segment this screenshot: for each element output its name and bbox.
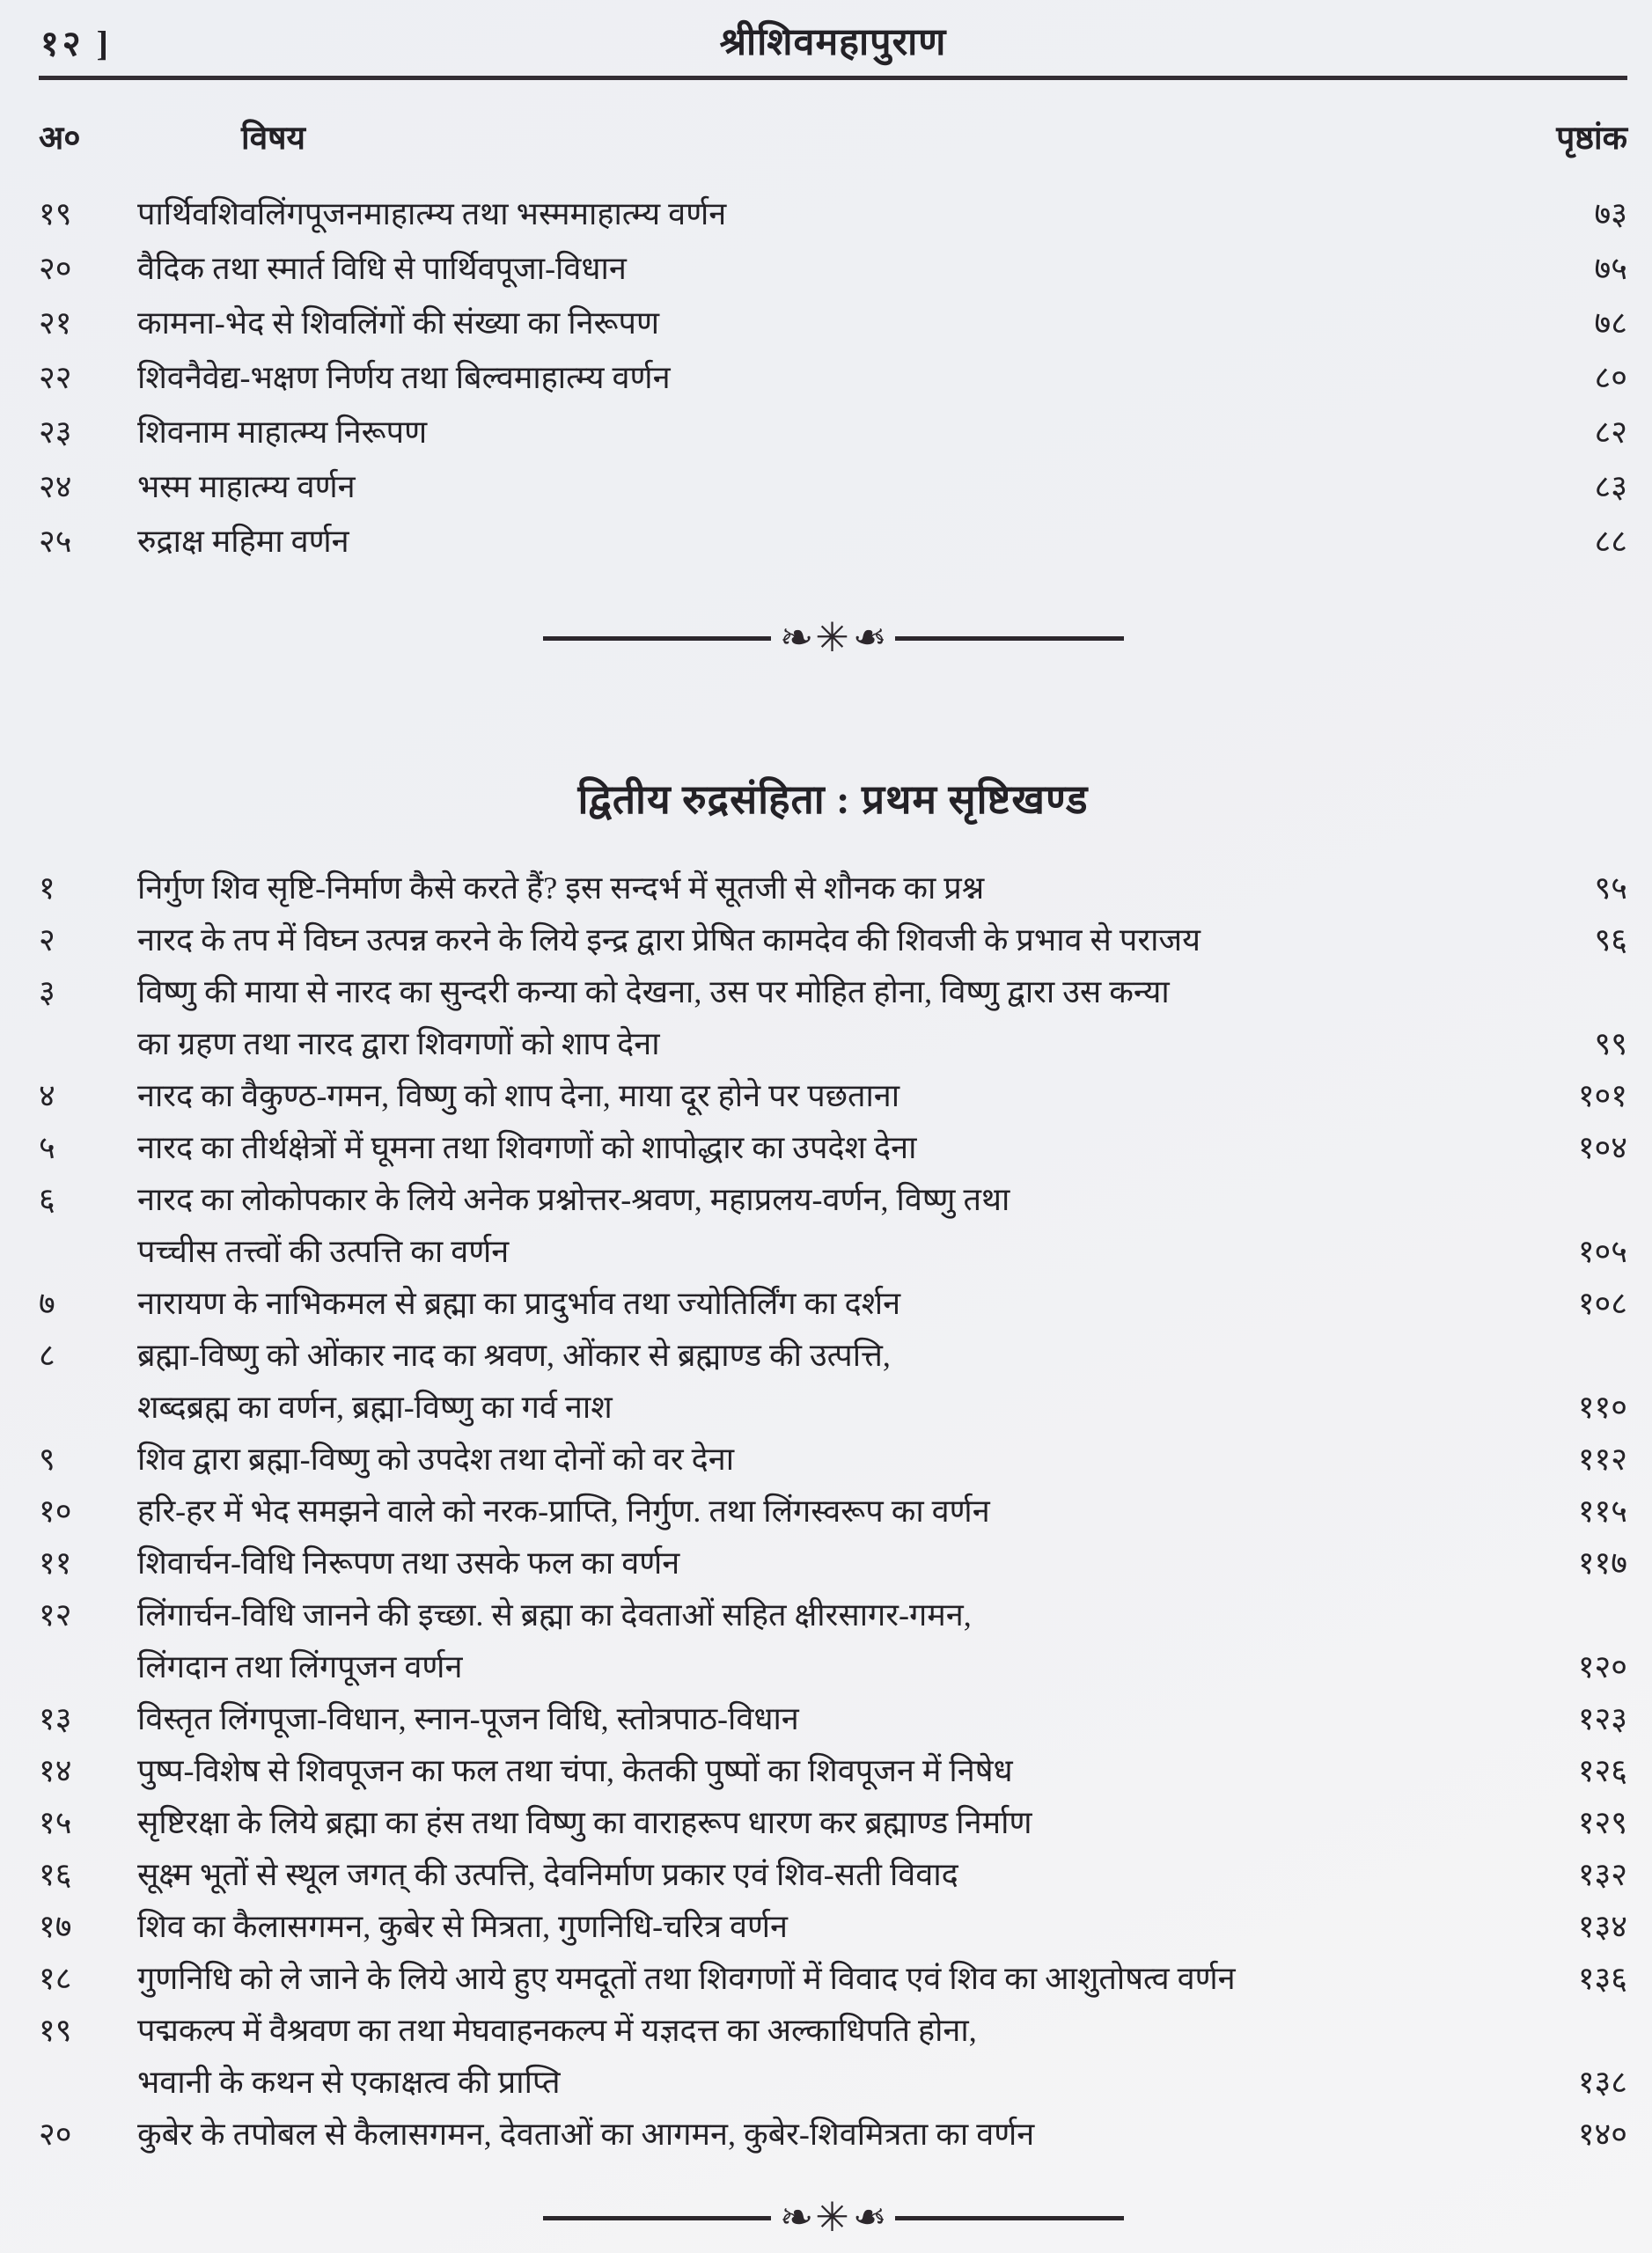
- chapter-number: २५: [39, 524, 72, 559]
- chapter-title: [137, 1174, 1513, 1278]
- chapter-number: ११: [39, 1545, 72, 1581]
- chapter-title-line: शिवनाम माहात्म्य निरूपण: [137, 415, 428, 450]
- page-number: १४०: [1577, 2117, 1627, 2152]
- page-number: १०८: [1577, 1286, 1627, 1321]
- page-number: ११५: [1577, 1493, 1627, 1529]
- chapter-title: [137, 241, 1513, 296]
- chapter-title-line: नारद के तप में विघ्न उत्पन्न करने के लिये इन्द्र द्वारा प्रेषित कामदेव की शिवजी के प्रभाव से पराजय: [137, 922, 1200, 958]
- book-title: श्रीशिवमहापुराण: [719, 22, 947, 63]
- folio-number: १२ ]: [40, 24, 112, 63]
- page-number: १३२: [1577, 1857, 1627, 1892]
- toc-row: [39, 405, 1627, 459]
- chapter-title: [137, 1953, 1513, 2005]
- chapter-title-line: का ग्रहण तथा नारद द्वारा शिवगणों को शाप देना: [137, 1026, 660, 1061]
- toc-row: [39, 2109, 1627, 2161]
- toc-row: [39, 1122, 1627, 1174]
- toc-row: [39, 1330, 1627, 1434]
- toc-row: [39, 1174, 1627, 1278]
- toc-row: [39, 1070, 1627, 1122]
- chapter-number: १३: [39, 1701, 72, 1736]
- page-number: १०१: [1577, 1078, 1627, 1113]
- chapter-title-line: निर्गुण शिव सृष्टि-निर्माण कैसे करते हैं? इस सन्दर्भ में सूतजी से शौनक का प्रश्न: [137, 870, 985, 906]
- chapter-title-line: शिव द्वारा ब्रह्मा-विष्णु को उपदेश तथा दोनों को वर देना: [137, 1442, 735, 1477]
- chapter-number: ६: [39, 1182, 55, 1217]
- page-number: ९९: [1594, 1026, 1627, 1061]
- chapter-title-line: नारद का वैकुण्ठ-गमन, विष्णु को शाप देना, माया दूर होने पर पछताना: [137, 1078, 900, 1113]
- chapter-title: [137, 862, 1513, 914]
- page-number: १३४: [1577, 1909, 1627, 1944]
- col-header-page: पृष्ठांक: [1556, 121, 1627, 157]
- toc-row: [39, 1953, 1627, 2005]
- chapter-title: [137, 1434, 1513, 1486]
- chapter-title-line: लिंगार्चन-विधि जानने की इच्छा. से ब्रह्मा का देवताओं सहित क्षीरसागर-गमन,: [137, 1597, 972, 1633]
- chapter-title: [137, 914, 1513, 966]
- page-number: ८३: [1594, 469, 1627, 504]
- chapter-number: १६: [39, 1857, 72, 1892]
- chapter-number: २१: [39, 305, 72, 341]
- chapter-title: [137, 1330, 1513, 1434]
- page-header: [39, 14, 1627, 69]
- toc-row: [39, 241, 1627, 296]
- header-rule: [39, 76, 1627, 80]
- toc-row: [39, 514, 1627, 569]
- toc-row: [39, 350, 1627, 405]
- chapter-title: [137, 1745, 1513, 1797]
- toc-row: [39, 1797, 1627, 1849]
- divider-line: [895, 636, 1123, 641]
- chapter-number: ४: [39, 1078, 55, 1113]
- chapter-number: १५: [39, 1805, 72, 1840]
- chapter-title: [137, 405, 1513, 459]
- col-header-subject: विषय: [241, 121, 306, 157]
- chapter-title-line: गुणनिधि को ले जाने के लिये आये हुए यमदूतों तथा शिवगणों में विवाद एवं शिव का आशुतोषत्व वर्णन: [137, 1961, 1236, 1996]
- toc-section-1: [39, 187, 1627, 569]
- page-number: १३६: [1577, 1961, 1627, 1996]
- chapter-number: २: [39, 922, 55, 958]
- chapter-title-line: भवानी के कथन से एकाक्षत्व की प्राप्ति: [137, 2065, 561, 2100]
- toc-row: [39, 1278, 1627, 1330]
- floral-divider: [543, 615, 1124, 660]
- chapter-title-line: हरि-हर में भेद समझने वाले को नरक-प्राप्ति, निर्गुण. तथा लिंगस्वरूप का वर्णन: [137, 1493, 990, 1529]
- chapter-title: [137, 1589, 1513, 1693]
- toc-row: [39, 1434, 1627, 1486]
- chapter-title-line: सूक्ष्म भूतों से स्थूल जगत् की उत्पत्ति, देवनिर्माण प्रकार एवं शिव-सती विवाद: [137, 1857, 958, 1892]
- page-number: ७८: [1594, 305, 1627, 341]
- toc-row: [39, 1745, 1627, 1797]
- page-number: १३८: [1577, 2065, 1627, 2100]
- page-number: ११०: [1577, 1390, 1627, 1425]
- toc-section-2: [39, 862, 1627, 2161]
- chapter-title: [137, 1693, 1513, 1745]
- chapter-number: २३: [39, 415, 72, 450]
- chapter-title-line: कुबेर के तपोबल से कैलासगमन, देवताओं का आगमन, कुबेर-शिवमित्रता का वर्णन: [137, 2117, 1035, 2152]
- page-number: ९५: [1594, 870, 1627, 906]
- chapter-number: ८: [39, 1338, 55, 1373]
- chapter-number: ३: [39, 974, 55, 1009]
- chapter-number: १९: [39, 2013, 72, 2048]
- chapter-number: २०: [39, 251, 72, 286]
- chapter-title: [137, 1537, 1513, 1589]
- toc-row: [39, 862, 1627, 914]
- chapter-title-line: विस्तृत लिंगपूजा-विधान, स्नान-पूजन विधि, स्तोत्रपाठ-विधान: [137, 1701, 799, 1736]
- chapter-title-line: नारायण के नाभिकमल से ब्रह्मा का प्रादुर्भाव तथा ज्योतिर्लिंग का दर्शन: [137, 1286, 901, 1321]
- floral-divider: [543, 2195, 1124, 2240]
- chapter-title-line: पच्चीस तत्त्वों की उत्पत्ति का वर्णन: [137, 1234, 510, 1269]
- chapter-title-line: शिवार्चन-विधि निरूपण तथा उसके फल का वर्णन: [137, 1545, 680, 1581]
- chapter-title: [137, 514, 1513, 569]
- chapter-title: [137, 2109, 1513, 2161]
- chapter-title-line: शब्दब्रह्म का वर्णन, ब्रह्मा-विष्णु का गर्व नाश: [137, 1390, 613, 1425]
- chapter-title-line: विष्णु की माया से नारद का सुन्दरी कन्या को देखना, उस पर मोहित होना, विष्णु द्वारा उस कन्या: [137, 974, 1170, 1009]
- page-number: १२०: [1577, 1649, 1627, 1684]
- fleuron-ornament-icon: ❧✳❧: [779, 615, 887, 660]
- chapter-title-line: रुद्राक्ष महिमा वर्णन: [137, 524, 349, 559]
- chapter-number: १: [39, 870, 55, 906]
- chapter-title-line: पार्थिवशिवलिंगपूजनमाहात्म्य तथा भस्ममाहात्म्य वर्णन: [137, 196, 727, 231]
- toc-row: [39, 459, 1627, 514]
- chapter-title-line: पद्मकल्प में वैश्रवण का तथा मेघवाहनकल्प में यज्ञदत्त का अल्काधिपति होना,: [137, 2013, 977, 2048]
- page-number: ९६: [1594, 922, 1627, 958]
- toc-row: [39, 914, 1627, 966]
- toc-row: [39, 1901, 1627, 1953]
- page-number: १०५: [1577, 1234, 1627, 1269]
- chapter-title: [137, 1486, 1513, 1537]
- chapter-title: [137, 1849, 1513, 1901]
- chapter-title: [137, 1901, 1513, 1953]
- chapter-title: [137, 1070, 1513, 1122]
- chapter-number: १७: [39, 1909, 72, 1944]
- toc-row: [39, 2005, 1627, 2109]
- column-headers: [39, 114, 1627, 158]
- page-number: ८०: [1594, 360, 1627, 395]
- divider-line: [543, 636, 771, 641]
- toc-row: [39, 1537, 1627, 1589]
- toc-row: [39, 296, 1627, 350]
- page-number: १२६: [1577, 1753, 1627, 1788]
- chapter-title-line: नारद का तीर्थक्षेत्रों में घूमना तथा शिवगणों को शापोद्धार का उपदेश देना: [137, 1130, 917, 1165]
- page-number: १२९: [1577, 1805, 1627, 1840]
- toc-row: [39, 966, 1627, 1070]
- page-number: १०४: [1577, 1130, 1627, 1165]
- page-number: ७५: [1594, 251, 1627, 286]
- chapter-number: ७: [39, 1286, 55, 1321]
- chapter-title: [137, 459, 1513, 514]
- chapter-title-line: शिव का कैलासगमन, कुबेर से मित्रता, गुणनिधि-चरित्र वर्णन: [137, 1909, 788, 1944]
- chapter-title: [137, 1797, 1513, 1849]
- chapter-title: [137, 187, 1513, 241]
- chapter-title-line: वैदिक तथा स्मार्त विधि से पार्थिवपूजा-विधान: [137, 251, 627, 286]
- page-number: ७३: [1594, 196, 1627, 231]
- chapter-title-line: पुष्प-विशेष से शिवपूजन का फल तथा चंपा, केतकी पुष्पों का शिवपूजन में निषेध: [137, 1753, 1013, 1788]
- chapter-title: [137, 1122, 1513, 1174]
- chapter-title-line: सृष्टिरक्षा के लिये ब्रह्मा का हंस तथा विष्णु का वाराहरूप धारण कर ब्रह्माण्ड निर्माण: [137, 1805, 1032, 1840]
- toc-row: [39, 187, 1627, 241]
- page-number: ८८: [1594, 524, 1627, 559]
- chapter-title: [137, 2005, 1513, 2109]
- fleuron-ornament-icon: ❧✳❧: [779, 2195, 887, 2240]
- chapter-number: २०: [39, 2117, 72, 2152]
- page-number: १२३: [1577, 1701, 1627, 1736]
- chapter-title: [137, 966, 1513, 1070]
- chapter-number: १४: [39, 1753, 72, 1788]
- chapter-title-line: शिवनैवेद्य-भक्षण निर्णय तथा बिल्वमाहात्म्य वर्णन: [137, 360, 671, 395]
- chapter-number: १२: [39, 1597, 72, 1633]
- chapter-title-line: भस्म माहात्म्य वर्णन: [137, 469, 356, 504]
- divider-line: [543, 2216, 771, 2220]
- col-header-chapter: अ०: [39, 121, 81, 157]
- chapter-number: १०: [39, 1493, 72, 1529]
- chapter-number: ९: [39, 1442, 55, 1477]
- chapter-number: ५: [39, 1130, 55, 1165]
- toc-row: [39, 1849, 1627, 1901]
- chapter-title-line: ब्रह्मा-विष्णु को ओंकार नाद का श्रवण, ओंकार से ब्रह्माण्ड की उत्पत्ति,: [137, 1338, 891, 1373]
- chapter-number: १८: [39, 1961, 72, 1996]
- toc-row: [39, 1693, 1627, 1745]
- chapter-title-line: लिंगदान तथा लिंगपूजन वर्णन: [137, 1649, 463, 1684]
- chapter-title: [137, 296, 1513, 350]
- chapter-title-line: नारद का लोकोपकार के लिये अनेक प्रश्नोत्तर-श्रवण, महाप्रलय-वर्णन, विष्णु तथा: [137, 1182, 1010, 1217]
- toc-row: [39, 1486, 1627, 1537]
- chapter-title: [137, 350, 1513, 405]
- divider-line: [895, 2216, 1123, 2220]
- chapter-title-line: कामना-भेद से शिवलिंगों की संख्या का निरूपण: [137, 305, 659, 341]
- chapter-title: [137, 1278, 1513, 1330]
- chapter-number: २२: [39, 360, 72, 395]
- page-number: ११७: [1577, 1545, 1627, 1581]
- chapter-number: २४: [39, 469, 72, 504]
- page-number: ११२: [1577, 1442, 1627, 1477]
- chapter-number: १९: [39, 196, 72, 231]
- page-number: ८२: [1594, 415, 1627, 450]
- section-heading: द्वितीय रुद्रसंहिता : प्रथम सृष्टिखण्ड: [577, 777, 1089, 822]
- toc-row: [39, 1589, 1627, 1693]
